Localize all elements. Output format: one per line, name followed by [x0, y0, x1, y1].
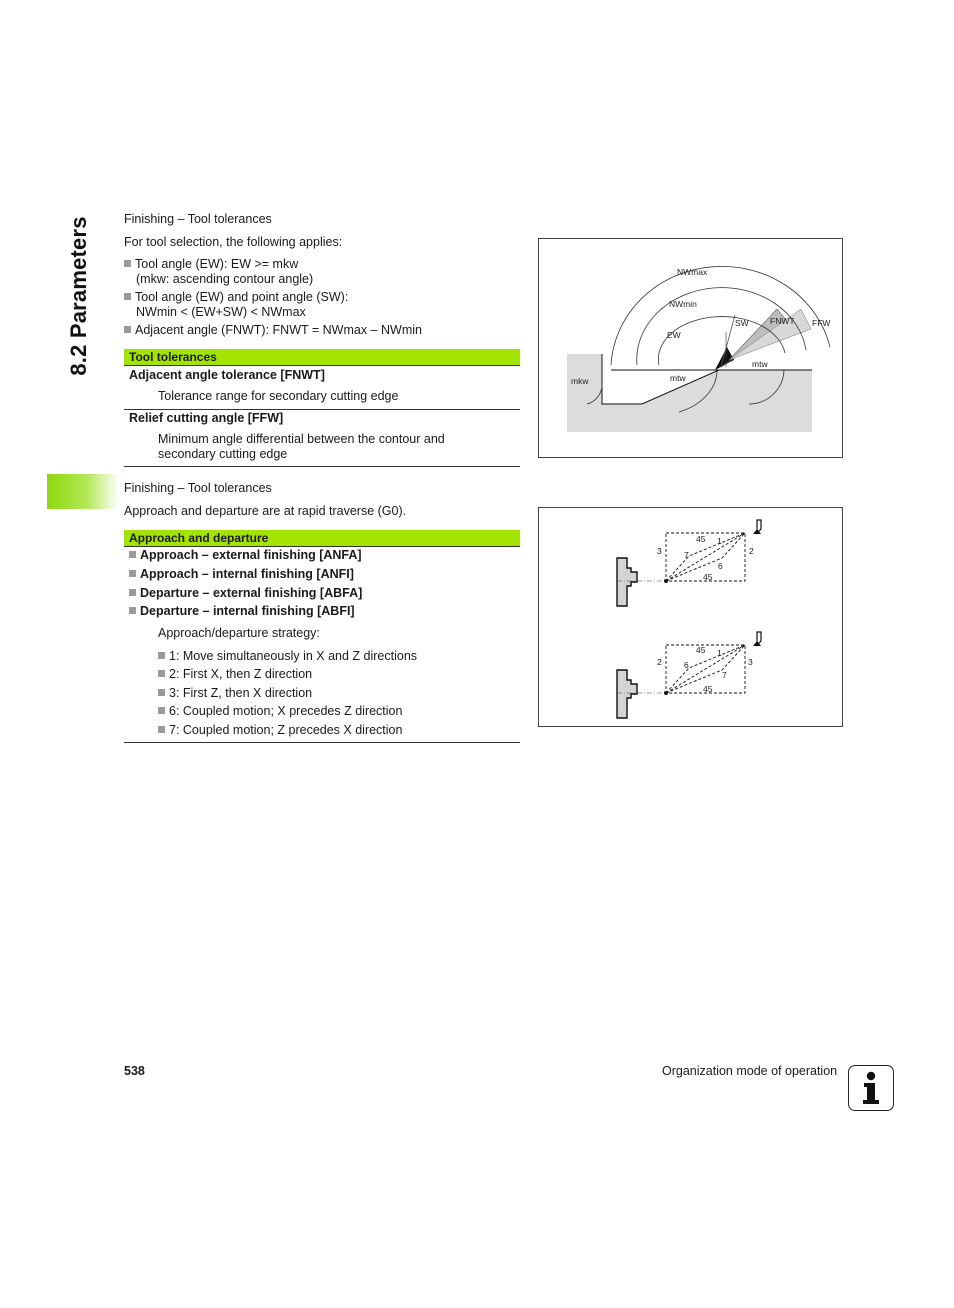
bullet-square-icon — [124, 326, 131, 333]
bullet-item: Adjacent angle (FNWT): FNWT = NWmax – NWmin — [124, 323, 422, 338]
fig2-bottom-7: 7 — [722, 670, 727, 680]
table-header-approach-departure: Approach and departure — [124, 530, 520, 547]
param-ffw-name: Relief cutting angle [FFW] — [129, 411, 284, 425]
section1-intro: For tool selection, the following applies: — [124, 235, 343, 249]
chapter-footer-title: Organization mode of operation — [662, 1064, 838, 1078]
bullet-square-icon — [129, 589, 136, 596]
fig1-label-ffw: FFW — [812, 318, 831, 328]
fig2-bottom-6: 6 — [684, 660, 689, 670]
section2-caption: Finishing – Tool tolerances — [124, 481, 272, 495]
param-abfi: Departure – internal finishing [ABFI] — [129, 604, 355, 619]
fig1-label-nwmin: NWmin — [669, 299, 697, 309]
param-ffw-desc: Minimum angle differential between the contour and — [158, 432, 445, 446]
strategy-item: 6: Coupled motion; X precedes Z direction — [158, 704, 402, 719]
bullet-square-icon — [129, 570, 136, 577]
table-header-tool-tolerances: Tool tolerances — [124, 349, 520, 366]
fig2-bottom-1: 1 — [717, 648, 722, 658]
fig2-top-1: 1 — [717, 536, 722, 546]
fig2-bottom-45b: 45 — [703, 684, 713, 694]
fig1-label-ew: EW — [667, 330, 681, 340]
fig2-top-6: 6 — [718, 561, 723, 571]
table-bottom-rule — [124, 742, 520, 743]
chapter-tab-marker — [47, 474, 119, 509]
page-number: 538 — [124, 1064, 145, 1078]
fig1-label-mtw-left: mtw — [670, 373, 686, 383]
fig2-bottom-45a: 45 — [696, 645, 706, 655]
bullet-square-icon — [158, 726, 165, 733]
bullet-square-icon — [129, 607, 136, 614]
fig2-top-45b: 45 — [703, 572, 713, 582]
fig2-top-2: 2 — [749, 546, 754, 556]
fig2-top-45a: 45 — [696, 534, 706, 544]
fig1-label-mkw: mkw — [571, 376, 589, 386]
bullet-square-icon — [158, 707, 165, 714]
fig1-label-sw: SW — [735, 318, 749, 328]
side-chapter-title — [57, 214, 101, 378]
bullet-square-icon — [124, 293, 131, 300]
param-fnwt-desc: Tolerance range for secondary cutting edge — [158, 389, 399, 403]
strategy-item: 1: Move simultaneously in X and Z directions — [158, 649, 417, 664]
strategy-item: 2: First X, then Z direction — [158, 667, 312, 682]
section1-caption: Finishing – Tool tolerances — [124, 212, 272, 226]
bullet-square-icon — [158, 652, 165, 659]
info-icon — [848, 1065, 894, 1111]
table-bottom-rule — [124, 466, 520, 467]
param-fnwt-name: Adjacent angle tolerance [FNWT] — [129, 368, 325, 382]
bullet-item-continuation: NWmin < (EW+SW) < NWmax — [136, 305, 306, 319]
fig2-top-3: 3 — [657, 546, 662, 556]
param-abfa: Departure – external finishing [ABFA] — [129, 586, 362, 601]
table-divider — [124, 409, 520, 410]
fig1-label-nwmax: NWmax — [677, 267, 708, 277]
param-anfi: Approach – internal finishing [ANFI] — [129, 567, 354, 582]
fig1-label-mtw-right: mtw — [752, 359, 768, 369]
strategy-item: 3: First Z, then X direction — [158, 686, 312, 701]
bullet-square-icon — [158, 689, 165, 696]
bullet-square-icon — [129, 551, 136, 558]
fig2-bottom-2: 2 — [657, 657, 662, 667]
bullet-square-icon — [158, 670, 165, 677]
strategy-label: Approach/departure strategy: — [158, 626, 320, 640]
strategy-item: 7: Coupled motion; Z precedes X direction — [158, 723, 402, 738]
section2-intro: Approach and departure are at rapid traverse (G0). — [124, 504, 407, 518]
bullet-item: Tool angle (EW): EW >= mkw — [124, 257, 298, 272]
param-anfa: Approach – external finishing [ANFA] — [129, 548, 362, 563]
fig2-top-7: 7 — [684, 550, 689, 560]
param-ffw-desc-continuation: secondary cutting edge — [158, 447, 288, 461]
fig1-label-fnwt: FNWT — [770, 316, 795, 326]
figure-tool-tolerances — [538, 238, 843, 458]
side-chapter-title-text: 8.2 Parameters — [66, 216, 91, 376]
bullet-square-icon — [124, 260, 131, 267]
fig2-bottom-3: 3 — [748, 657, 753, 667]
bullet-item-continuation: (mkw: ascending contour angle) — [136, 272, 314, 286]
bullet-item: Tool angle (EW) and point angle (SW): — [124, 290, 348, 305]
figure-approach-departure — [538, 507, 843, 727]
